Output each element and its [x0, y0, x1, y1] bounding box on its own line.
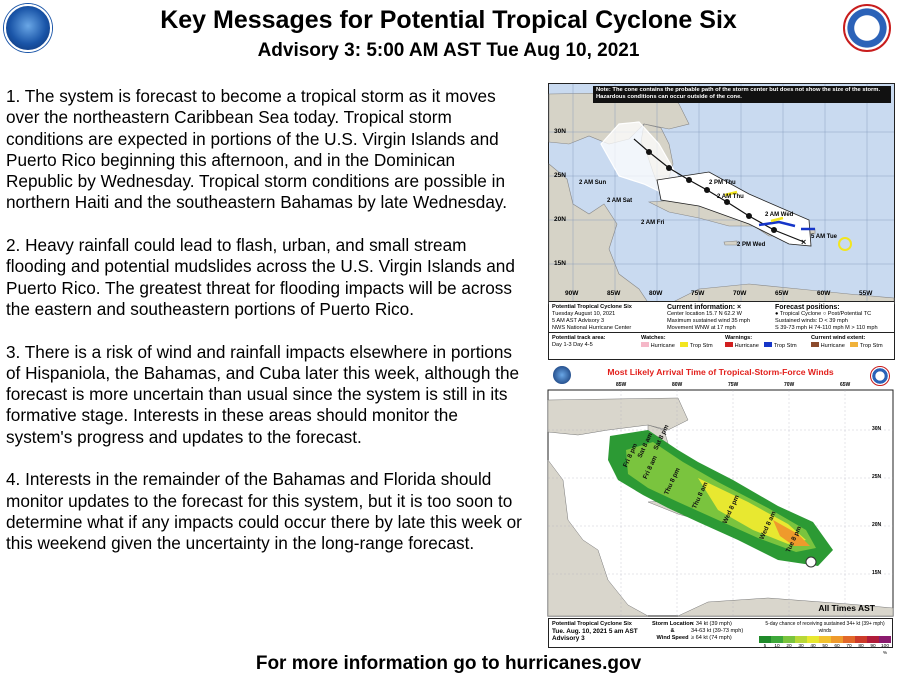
scale-label: 40	[810, 644, 816, 649]
forecast-position-label: 2 PM Wed	[737, 242, 766, 248]
arrival-time-label: Tue 8 pm	[784, 525, 804, 554]
watches-title: Watches:	[641, 335, 666, 341]
positions-line1: ● Tropical Cyclone ○ Post/Potential TC	[775, 311, 872, 317]
arrival-lat-label: 20N	[872, 522, 882, 528]
arrival-time-label: Sat 8 pm	[652, 423, 671, 452]
wind-tropstm: Trop Stm	[859, 343, 883, 349]
arrival-time-label: Thu 8 am	[691, 481, 710, 510]
cone-date: Tuesday August 10, 2021	[552, 311, 616, 317]
amp-label: &	[670, 628, 675, 634]
arrival-storm-name: Potential Tropical Cyclone Six	[552, 621, 632, 627]
forecast-position-label: 2 AM Thu	[717, 194, 744, 200]
cone-lon-label: 75W	[691, 290, 705, 297]
key-message-2: 2. Heavy rainfall could lead to flash, urban, and small stream flooding and potential mudslides across the U.S. Virgin Islands and Puerto Rico. The greatest threat for flooding impacts will be across the eastern and southeastern portions of Puerto Rico.	[6, 235, 515, 319]
scale-swatch	[759, 636, 771, 643]
warning-hurricane: Hurricane	[734, 343, 759, 349]
scale-label: 10	[774, 644, 780, 649]
cone-lat-label: 25N	[554, 172, 566, 179]
arrival-time-label: Sat 8 am	[636, 431, 655, 460]
scale-label: 5	[763, 644, 767, 649]
scale-swatch	[795, 636, 807, 643]
ws-lt34: < 34 kt (39 mph)	[691, 621, 732, 627]
cone-lon-label: 70W	[733, 290, 747, 297]
page-title: Key Messages for Potential Tropical Cyclone Six	[160, 6, 737, 34]
arrival-lon-label: 80W	[672, 382, 683, 388]
nws-logo	[843, 4, 891, 52]
storm-location-label: Storm Location	[652, 621, 694, 627]
wind-speed-label: Wind Speed	[656, 635, 689, 641]
arrival-lon-label: 75W	[728, 382, 739, 388]
current-center: Center location 15.7 N 62.2 W	[667, 311, 742, 317]
current-info-title: Current information: ×	[667, 304, 742, 311]
key-message-1: 1. The system is forecast to become a tropical storm as it moves over the northeastern Caribbean Sea today. Tropical storm conditions are expected in portions of the U.S. Virgin Islands and Puerto Rico beginning this afternoon, and in the Dominican Republic by Wednesday. Tropical storm conditions are possible in northern Haiti and the southeastern Bahamas by late Wednesday.	[6, 86, 507, 213]
positions-line2: Sustained winds: D < 39 mph	[775, 318, 848, 324]
cone-advisory: 5 AM AST Advisory 3	[552, 318, 605, 324]
forecast-position-label: 2 PM Thu	[709, 180, 736, 186]
arrival-lat-label: 15N	[872, 570, 882, 576]
ws-ge64: ≥ 64 kt (74 mph)	[691, 635, 732, 641]
cone-forecast-labels	[549, 84, 894, 304]
arrival-time-label: Wed 8 pm	[721, 494, 741, 525]
arrival-time-label: Thu 8 pm	[663, 466, 682, 497]
footer-link[interactable]: For more information go to hurricanes.gov	[255, 653, 642, 674]
scale-swatch	[771, 636, 783, 643]
svg-text:×: ×	[801, 237, 807, 247]
forecast-cone-map	[548, 83, 895, 360]
ws-34-63: 34-63 kt (39-73 mph)	[691, 628, 744, 634]
scale-swatch	[867, 636, 879, 643]
arrival-advisory: Advisory 3	[552, 635, 585, 642]
positions-line3: S 39-73 mph H 74-110 mph M > 110 mph	[775, 325, 878, 331]
cone-lon-label: 55W	[859, 290, 873, 297]
cone-center: NWS National Hurricane Center	[552, 325, 632, 331]
forecast-position-label: 2 AM Sat	[607, 198, 633, 204]
key-message-4: 4. Interests in the remainder of the Bahamas and Florida should monitor updates to the forecast for this system, but it is too soon to determine what if any impacts could occur there by late this week or this weekend given the uncertainty in the long-range forecast.	[6, 469, 522, 554]
forecast-position-label: 5 AM Tue	[811, 234, 838, 240]
scale-label: 20	[786, 644, 792, 649]
arrival-map-title: Most Likely Arrival Time of Tropical-Storm-Force Winds	[607, 367, 834, 377]
track-items: Day 1-3 Day 4-5	[552, 342, 593, 348]
scale-swatch	[783, 636, 795, 643]
arrival-date: Tue. Aug. 10, 2021 5 am AST	[552, 628, 638, 635]
cone-lon-label: 85W	[607, 290, 621, 297]
current-movement: Movement WNW at 17 mph	[667, 325, 736, 331]
scale-swatch	[831, 636, 843, 643]
arrival-time-labels	[548, 390, 893, 616]
arrival-lon-label: 70W	[784, 382, 795, 388]
arrival-time-label: Fri 8 am	[642, 454, 659, 481]
scale-label: 70	[846, 644, 852, 649]
forecast-position-label: 2 AM Wed	[765, 212, 794, 218]
forecast-position-label: 2 AM Fri	[641, 220, 665, 226]
scale-swatch	[855, 636, 867, 643]
scale-label: 80	[858, 644, 864, 649]
page-subtitle: Advisory 3: 5:00 AM AST Tue Aug 10, 2021	[257, 40, 640, 61]
scale-swatch	[819, 636, 831, 643]
watch-tropstm: Trop Stm	[689, 343, 713, 349]
probability-scale	[759, 636, 891, 643]
key-message-3: 3. There is a risk of wind and rainfall impacts elsewhere in portions of Hispaniola, the Bahamas, and Cuba later this week, although the forecast is more uncertain than usual since the system is still in its formative stage. Interests in these areas should monitor the system's progress and updates to the forecast.	[6, 341, 520, 447]
scale-label: 30	[798, 644, 804, 649]
positions-title: Forecast positions:	[775, 304, 840, 311]
scale-label: 60	[834, 644, 840, 649]
cone-lon-label: 80W	[649, 290, 663, 297]
scale-label: 90	[870, 644, 876, 649]
key-messages	[6, 86, 526, 576]
track-title: Potential track area:	[552, 335, 606, 341]
warnings-title: Warnings:	[725, 335, 753, 341]
arrival-time-label: Wed 8 am	[758, 510, 778, 541]
cone-storm-name: Potential Tropical Cyclone Six	[552, 304, 632, 310]
cone-lat-label: 20N	[554, 216, 566, 223]
arrival-lon-label: 85W	[616, 382, 627, 388]
scale-swatch	[843, 636, 855, 643]
scale-label: 100 %	[880, 644, 889, 656]
cone-note: Note: The cone contains the probable path of the storm center but does not show the size of the storm. Hazardous conditions can occur outside of the cone.	[593, 86, 891, 103]
scale-swatch	[807, 636, 819, 643]
scale-swatch	[879, 636, 891, 643]
arrival-time-map	[548, 364, 893, 656]
wind-extent-title: Current wind extent:	[811, 335, 866, 341]
arrival-lon-label: 65W	[840, 382, 851, 388]
forecast-position-label: 2 AM Sun	[579, 180, 607, 186]
warning-tropstm: Trop Stm	[773, 343, 797, 349]
cone-legend	[549, 301, 894, 359]
arrival-legend	[548, 618, 893, 656]
wind-hurricane: Hurricane	[820, 343, 845, 349]
cone-lat-label: 30N	[554, 128, 566, 135]
cone-lon-label: 65W	[775, 290, 789, 297]
cone-lat-label: 15N	[554, 260, 566, 267]
current-wind: Maximum sustained wind 35 mph	[667, 318, 751, 324]
arrival-time-label: Fri 8 pm	[622, 442, 640, 469]
cone-lon-label: 60W	[817, 290, 831, 297]
scale-label: 50	[822, 644, 828, 649]
cone-lon-label: 90W	[565, 290, 579, 297]
scale-title: 5-day chance of receiving sustained 34+ kt (39+ mph) winds	[765, 621, 885, 634]
watch-hurricane: Hurricane	[650, 343, 675, 349]
arrival-lat-label: 30N	[872, 426, 882, 432]
all-times-label: All Times AST	[818, 603, 875, 613]
arrival-lat-label: 25N	[872, 474, 882, 480]
